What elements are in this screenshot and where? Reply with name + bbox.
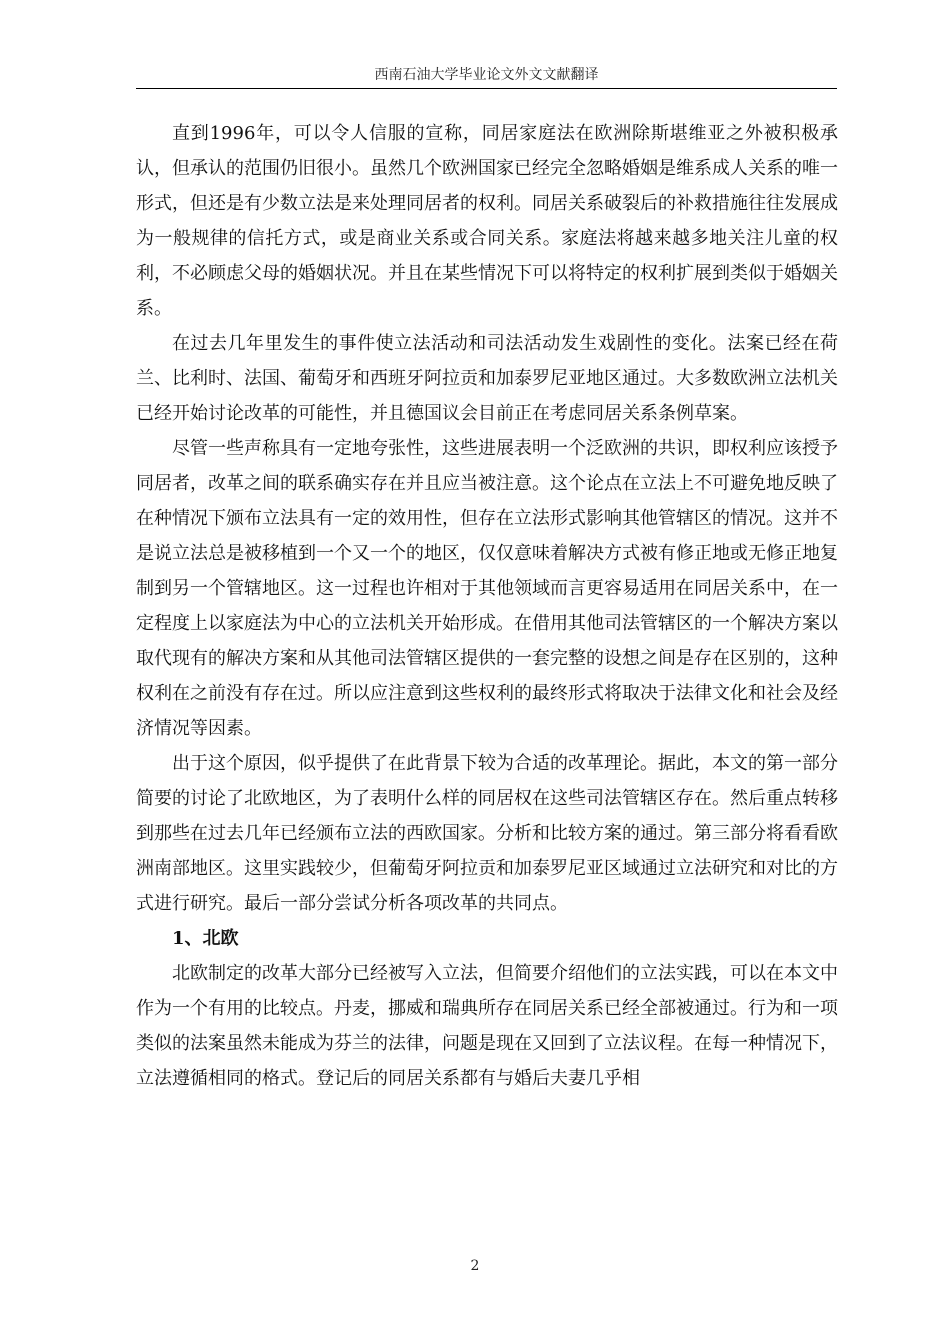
page-number: 2 xyxy=(470,1258,480,1274)
page-header xyxy=(136,64,837,89)
section-paragraph: 北欧制定的改革大部分已经被写入立法，但简要介绍他们的立法实践，可以在本文中作为一个有用的比较点。丹麦，挪威和瑞典所存在同居关系已经全部被通过。行为和一项类似的法案虽然未能成为芬兰的法律，问题是现在又回到了立法议程。在每一种情况下，立法遵循相同的格式。登记后的同居关系都有与婚后夫妻几乎相 xyxy=(136,963,838,1089)
body-paragraph-1: 直到1996年，可以令人信服的宣称，同居家庭法在欧洲除斯堪维亚之外被积极承认，但承认的范围仍旧很小。虽然几个欧洲国家已经完全忽略婚姻是维系成人关系的唯一形式，但还是有少数立法是来处理同居者的权利。同居关系破裂后的补救措施往往发展成为一般规律的信托方式，或是商业关系或合同关系。家庭法将越来越多地关注儿童的权利，不必顾虑父母的婚姻状况。并且在某些情况下可以将特定的权利扩展到类似于婚姻关系。 xyxy=(136,123,838,319)
section-heading: 1、北欧 xyxy=(172,928,239,949)
header-title: 西南石油大学毕业论文外文文献翻译 xyxy=(374,67,599,83)
body-paragraph-4: 出于这个原因，似乎提供了在此背景下较为合适的改革理论。据此，本文的第一部分简要的讨论了北欧地区，为了表明什么样的同居权在这些司法管辖区存在。然后重点转移到那些在过去几年已经颁布立法的西欧国家。分析和比较方案的通过。第三部分将看看欧洲南部地区。这里实践较少，但葡萄牙阿拉贡和加泰罗尼亚区域通过立法研究和对比的方式进行研究。最后一部分尝试分析各项改革的共同点。 xyxy=(136,753,838,914)
body-paragraph-2: 在过去几年里发生的事件使立法活动和司法活动发生戏剧性的变化。法案已经在荷兰、比利时、法国、葡萄牙和西班牙阿拉贡和加泰罗尼亚地区通过。大多数欧洲立法机关已经开始讨论改革的可能性，并且德国议会目前正在考虑同居关系条例草案。 xyxy=(136,333,838,424)
body-paragraph-3: 尽管一些声称具有一定地夸张性，这些进展表明一个泛欧洲的共识，即权利应该授予同居者，改革之间的联系确实存在并且应当被注意。这个论点在立法上不可避免地反映了在种情况下颁布立法具有一定的效用性，但存在立法形式影响其他管辖区的情况。这并不是说立法总是被移植到一个又一个的地区，仅仅意味着解决方式被有修正地或无修正地复制到另一个管辖地区。这一过程也许相对于其他领域而言更容易适用在同居关系中，在一定程度上以家庭法为中心的立法机关开始形成。在借用其他司法管辖区的一个解决方案以取代现有的解决方案和从其他司法管辖区提供的一套完整的设想之间是存在区别的，这种权利在之前没有存在过。所以应注意到这些权利的最终形式将取决于法律文化和社会及经济情况等因素。 xyxy=(136,438,838,739)
document-body xyxy=(136,116,838,1096)
